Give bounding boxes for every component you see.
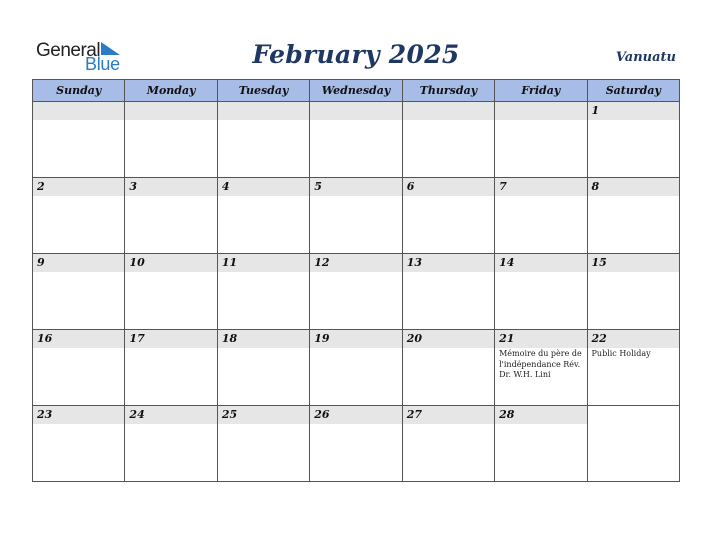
day-cell [587, 254, 679, 330]
weekday-header: Tuesday [217, 80, 309, 102]
day-number: 8 [591, 180, 600, 193]
day-number-bar [218, 178, 309, 196]
day-number-bar [588, 330, 679, 348]
day-cell [310, 406, 402, 482]
day-cell [217, 178, 309, 254]
calendar-grid [32, 79, 680, 482]
day-number: 20 [406, 332, 422, 345]
day-number: 12 [314, 256, 330, 269]
logo-general-text: General [36, 40, 101, 61]
day-number: 6 [406, 180, 415, 193]
day-number-bar [403, 254, 494, 272]
day-number: 22 [591, 332, 607, 345]
day-number-bar [125, 254, 216, 272]
day-cell [310, 254, 402, 330]
week-row [33, 330, 680, 406]
day-cell [125, 178, 217, 254]
day-number: 16 [37, 332, 53, 345]
day-cell [587, 178, 679, 254]
day-cell [495, 178, 587, 254]
day-number-bar [125, 406, 216, 424]
day-number: 3 [129, 180, 138, 193]
weekday-header: Thursday [402, 80, 494, 102]
day-cell [125, 102, 217, 178]
week-row [33, 406, 680, 482]
day-number: 27 [406, 408, 422, 421]
day-cell [33, 330, 125, 406]
day-number-bar [33, 102, 124, 120]
day-number: 2 [37, 180, 45, 193]
country-name: Vanuatu [615, 50, 676, 65]
day-number-bar [125, 178, 216, 196]
day-number: 9 [37, 256, 45, 269]
day-number-bar [33, 254, 124, 272]
day-number: 5 [314, 180, 322, 193]
day-number: 1 [591, 104, 600, 117]
day-number: 4 [221, 180, 230, 193]
day-cell [402, 406, 494, 482]
day-cell [402, 178, 494, 254]
day-number-bar [495, 406, 586, 424]
day-number: 19 [314, 332, 330, 345]
day-number: 25 [221, 408, 238, 421]
day-number: 23 [37, 408, 53, 421]
day-number: 14 [499, 256, 515, 269]
day-cell [217, 102, 309, 178]
day-cell [310, 102, 402, 178]
day-cell [310, 178, 402, 254]
day-number-bar [218, 254, 309, 272]
day-number: 24 [129, 408, 145, 421]
day-number-bar [33, 330, 124, 348]
day-number: 21 [499, 332, 515, 345]
day-cell [125, 330, 217, 406]
day-cell [217, 254, 309, 330]
calendar-title: February 2025 [252, 40, 460, 69]
day-number-bar [495, 178, 586, 196]
weekday-header-row [33, 80, 680, 102]
day-cell [33, 254, 125, 330]
day-number-bar [33, 406, 124, 424]
day-number-bar [310, 102, 401, 120]
day-number: 26 [314, 408, 330, 421]
day-number: 18 [221, 332, 238, 345]
day-cell [587, 102, 679, 178]
day-cell [402, 330, 494, 406]
day-number-bar [33, 178, 124, 196]
day-cell [33, 406, 125, 482]
day-number: 17 [129, 332, 145, 345]
weekday-header: Friday [495, 80, 587, 102]
day-cell [33, 102, 125, 178]
day-number-bar [403, 102, 494, 120]
day-number: 11 [221, 256, 238, 269]
day-number-bar [310, 178, 401, 196]
day-number-bar [218, 330, 309, 348]
day-number-bar [310, 330, 401, 348]
day-number-bar [310, 406, 401, 424]
day-number-bar [125, 330, 216, 348]
holiday-label: Public Holiday [591, 349, 651, 358]
week-row [33, 178, 680, 254]
weekday-header: Monday [125, 80, 217, 102]
day-cell [33, 178, 125, 254]
day-cell [125, 406, 217, 482]
day-cell [495, 254, 587, 330]
day-number-bar [218, 406, 309, 424]
day-cell [587, 406, 679, 482]
day-cell [495, 406, 587, 482]
day-number-bar [588, 102, 679, 120]
day-number-bar [588, 254, 679, 272]
day-cell [402, 102, 494, 178]
day-cell [495, 330, 587, 406]
day-cell [402, 254, 494, 330]
day-number: 13 [406, 256, 422, 269]
holiday-label: Mémoire du père de l'indépendance Rév. Dr. W.H. Lini [499, 349, 582, 379]
day-number-bar [125, 102, 216, 120]
day-number-bar [218, 102, 309, 120]
day-number-bar [495, 330, 586, 348]
day-cell [495, 102, 587, 178]
day-number: 15 [591, 256, 607, 269]
day-number-bar [403, 406, 494, 424]
week-row [33, 102, 680, 178]
day-number-bar [495, 102, 586, 120]
day-number-bar [403, 178, 494, 196]
day-cell [217, 330, 309, 406]
day-number: 7 [499, 180, 507, 193]
weekday-header: Sunday [33, 80, 125, 102]
day-number: 10 [129, 256, 145, 269]
day-cell [125, 254, 217, 330]
day-cell [217, 406, 309, 482]
week-row [33, 254, 680, 330]
weekday-header: Saturday [587, 80, 679, 102]
day-number-bar [495, 254, 586, 272]
weekday-header: Wednesday [310, 80, 402, 102]
logo-blue-text: Blue [85, 54, 120, 74]
day-number-bar [588, 178, 679, 196]
day-cell [310, 330, 402, 406]
day-number: 28 [499, 408, 515, 421]
day-number-bar [403, 330, 494, 348]
day-number-bar [310, 254, 401, 272]
day-cell [587, 330, 679, 406]
